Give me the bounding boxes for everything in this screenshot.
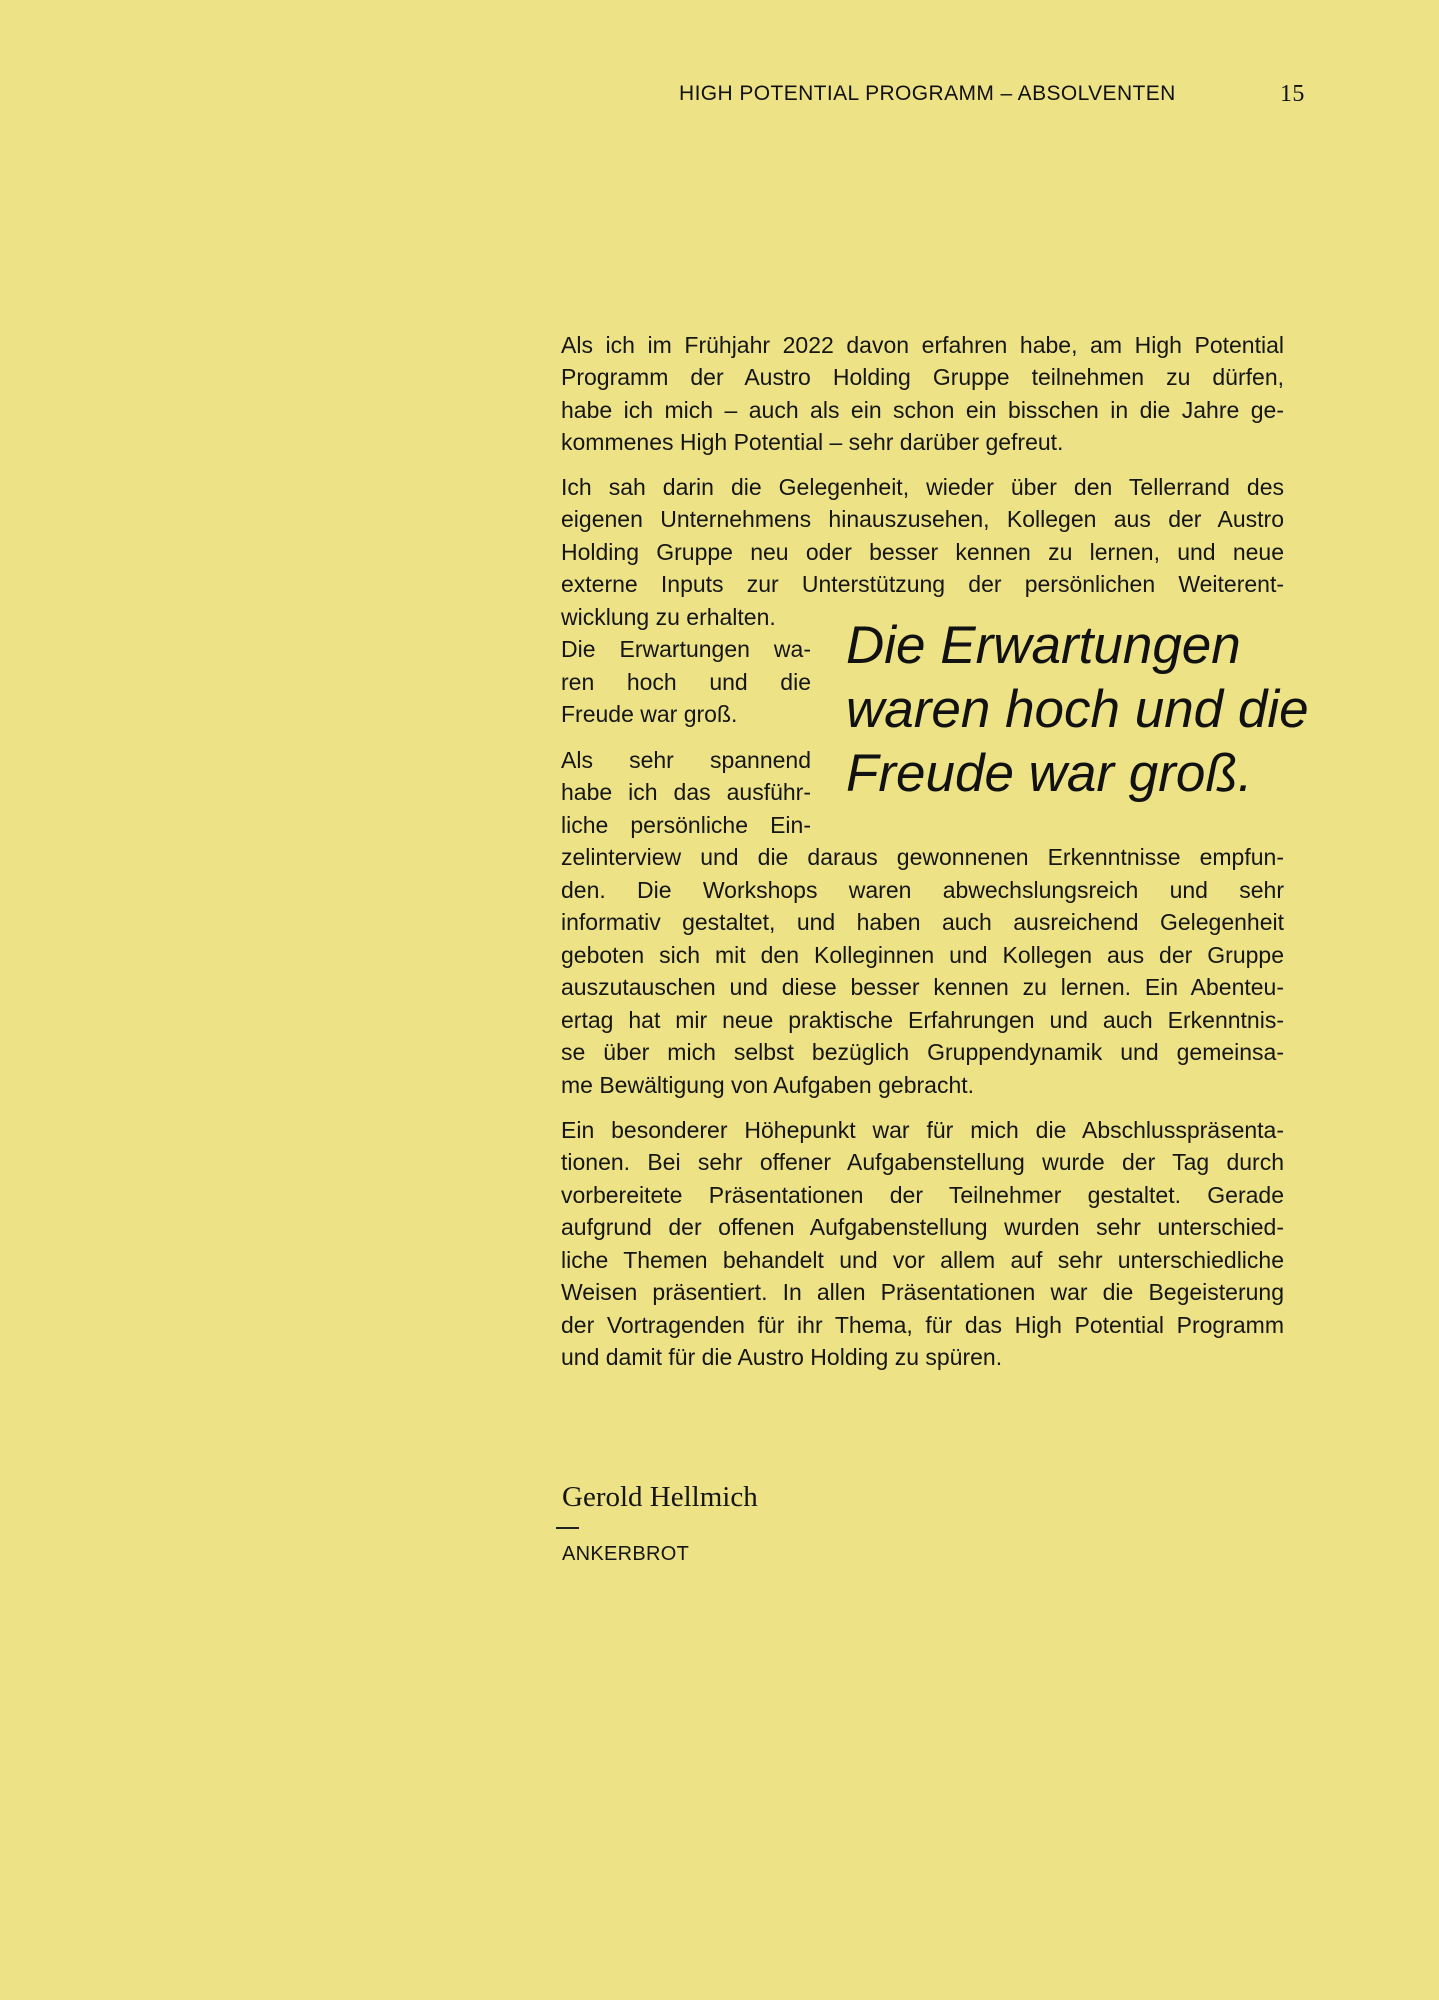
divider-dash	[556, 1527, 579, 1529]
author-name: Gerold Hellmich	[562, 1481, 758, 1513]
text-line: externe Inputs zur Unterstützung der persönlichen Weiterent-	[561, 571, 1284, 597]
section-title: HIGH POTENTIAL PROGRAMM – ABSOLVENTEN	[679, 82, 1176, 105]
text-line: Programm der Austro Holding Gruppe teilnehmen zu dürfen,	[561, 364, 1284, 390]
text-line: se über mich selbst bezüglich Gruppendynamik und gemeinsa-	[561, 1039, 1284, 1065]
text-line: Weisen präsentiert. In allen Präsentationen war die Begeisterung	[561, 1279, 1284, 1305]
author-company: ANKERBROT	[562, 1543, 690, 1565]
text-line: und damit für die Austro Holding zu spüren.	[561, 1344, 1003, 1370]
text-line: zelinterview und die daraus gewonnenen Erkenntnisse empfun-	[561, 844, 1284, 870]
text-line: Freude war groß.	[561, 701, 738, 727]
text-line: liche Themen behandelt und vor allem auf sehr unterschiedliche	[561, 1247, 1284, 1273]
text-line: den. Die Workshops waren abwechslungsreich und sehr	[561, 877, 1284, 903]
text-line: Holding Gruppe neu oder besser kennen zu lernen, und neue	[561, 539, 1284, 565]
text-line: habe ich das ausführ-	[561, 779, 811, 805]
text-line: tionen. Bei sehr offener Aufgabenstellung wurde der Tag durch	[561, 1149, 1284, 1175]
text-line: kommenes High Potential – sehr darüber gefreut.	[561, 429, 1064, 455]
text-line: Die Erwartungen wa-	[561, 636, 811, 662]
text-line: auszutauschen und diese besser kennen zu lernen. Ein Abenteu-	[561, 974, 1284, 1000]
text-line: liche persönliche Ein-	[561, 812, 811, 838]
text-line: aufgrund der offenen Aufgabenstellung wurden sehr unterschied-	[561, 1214, 1284, 1240]
text-line: habe ich mich – auch als ein schon ein bisschen in die Jahre ge-	[561, 397, 1284, 423]
text-line: wicklung zu erhalten.	[561, 604, 776, 630]
text-line: eigenen Unternehmens hinauszusehen, Kollegen aus der Austro	[561, 506, 1284, 532]
text-line: ren hoch und die	[561, 669, 811, 695]
page-number: 15	[1280, 81, 1305, 107]
pull-quote-line: Die Erwartungen	[846, 616, 1241, 675]
text-line: geboten sich mit den Kolleginnen und Kollegen aus der Gruppe	[561, 942, 1284, 968]
text-line: informativ gestaltet, und haben auch ausreichend Gelegenheit	[561, 909, 1284, 935]
text-line: Als ich im Frühjahr 2022 davon erfahren habe, am High Potential	[561, 332, 1284, 358]
text-line: Ein besonderer Höhepunkt war für mich die Abschlusspräsenta-	[561, 1117, 1284, 1143]
pull-quote-line: Freude war groß.	[846, 744, 1253, 803]
text-line: der Vortragenden für ihr Thema, für das High Potential Programm	[561, 1312, 1284, 1338]
text-line: me Bewältigung von Aufgaben gebracht.	[561, 1072, 975, 1098]
text-line: vorbereitete Präsentationen der Teilnehmer gestaltet. Gerade	[561, 1182, 1284, 1208]
pull-quote-line: waren hoch und die	[846, 680, 1309, 739]
text-line: Ich sah darin die Gelegenheit, wieder über den Tellerrand des	[561, 474, 1284, 500]
text-line: Als sehr spannend	[561, 747, 811, 773]
text-line: ertag hat mir neue praktische Erfahrungen und auch Erkenntnis-	[561, 1007, 1284, 1033]
